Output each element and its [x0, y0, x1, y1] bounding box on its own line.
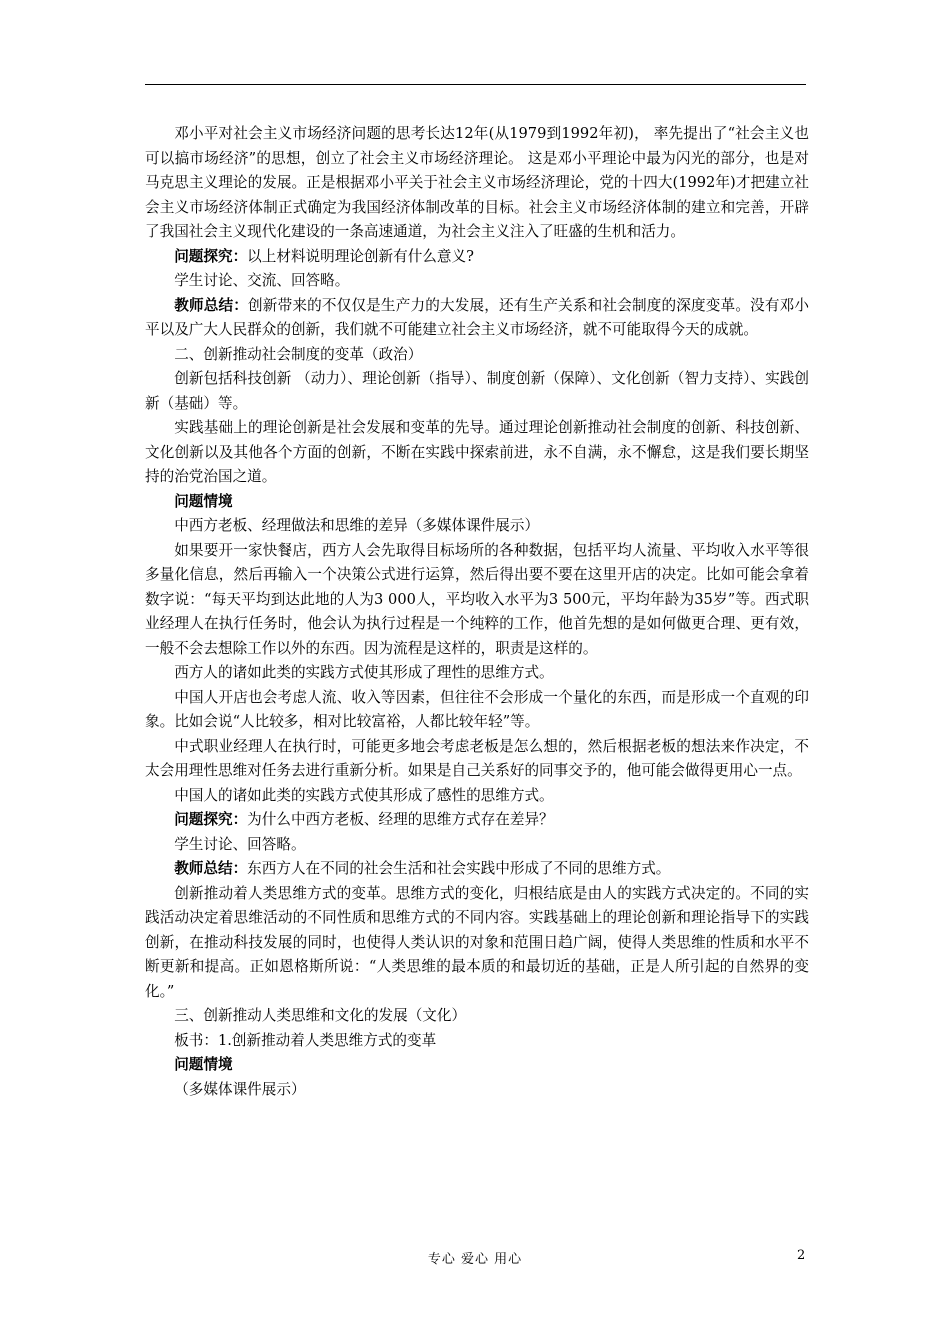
paragraph-text: 学生讨论、回答略。: [174, 835, 306, 853]
paragraph-text: 邓小平对社会主义市场经济问题的思考长达12年(从1979到1992年初)， 率先提出了“社会主义也可以搞市场经济”的思想，创立了社会主义市场经济理论。 这是邓小平理论中最为闪光的部分，也是对马克思主义理论的发展。正是根据邓小平关于社会主义市场经济理论，党的十四大(1992年)才把建立社会主义市场经济体制正式确定为我国经济体制改革的目标。社会主义市场经济体制的建立和完善，开辟了我国社会主义现代化建设的一条高速通道，为社会主义注入了旺盛的生机和活力。: [145, 125, 809, 240]
subheading: [145, 490, 809, 515]
paragraph-label: 教师总结：: [174, 296, 249, 314]
section-heading: [145, 1004, 809, 1029]
paragraph-text: （多媒体课件展示）: [174, 1080, 306, 1098]
paragraph-text: 为什么中西方老板、经理的思维方式存在差异？: [247, 811, 554, 828]
paragraph-text: 创新推动着人类思维方式的变革。思维方式的变化，归根结底是由人的实践方式决定的。不同的实践活动决定着思维活动的不同性质和思维方式的不同内容。实践基础上的理论创新和理论指导下的实践创新，在推动科技发展的同时，也使得人类认识的对象和范围日趋广阔，使得人类思维的性质和水平不断更新和提高。正如恩格斯所说：“人类思维的最本质的和最切近的基础，正是人所引起的自然界的变化。”: [145, 884, 809, 1000]
paragraph-text: 创新带来的不仅仅是生产力的大发展，还有生产关系和社会制度的深度变革。没有邓小平以及广大人民群众的创新，我们就不可能建立社会主义市场经济，就不可能取得今天的成就。: [145, 296, 809, 338]
paragraph-text: 以上材料说明理论创新有什么意义?: [247, 247, 474, 265]
paragraph-label: 问题探究：: [174, 247, 248, 265]
paragraph: [145, 1078, 809, 1103]
footer-slogan: 专心 爱心 用心: [427, 1252, 523, 1267]
paragraph: [145, 808, 809, 833]
paragraph: [145, 245, 809, 270]
paragraph: [145, 416, 809, 490]
body-text: [145, 122, 809, 1102]
paragraph: [145, 686, 809, 735]
paragraph: [145, 122, 809, 245]
paragraph: [145, 1029, 809, 1054]
page-number: 2: [797, 1248, 806, 1263]
paragraph: [145, 367, 809, 416]
paragraph-text: 板书：1.创新推动着人类思维方式的变革: [174, 1031, 437, 1049]
paragraph-label: 问题情境: [174, 492, 233, 510]
paragraph-text: 三、创新推动人类思维和文化的发展（文化）: [174, 1007, 467, 1024]
section-heading: [145, 343, 809, 368]
paragraph-label: 教师总结：: [174, 860, 248, 877]
paragraph-text: 实践基础上的理论创新是社会发展和变革的先导。通过理论创新推动社会制度的创新、科技创新、文化创新以及其他各个方面的创新，不断在实践中探索前进，永不自满，永不懈怠，这是我们要长期坚持的治党治国之道。: [145, 419, 809, 485]
paragraph-text: 中西方老板、经理做法和思维的差异（多媒体课件展示）: [174, 517, 540, 534]
paragraph-label: 问题探究：: [174, 811, 248, 828]
paragraph-text: 中式职业经理人在执行时，可能更多地会考虑老板是怎么想的，然后根据老板的想法来作决定，不太会用理性思维对任务去进行重新分析。如果是自己关系好的同事交予的，他可能会做得更用心一点。: [145, 737, 809, 779]
paragraph-text: 中国人的诸如此类的实践方式使其形成了感性的思维方式。: [174, 786, 554, 804]
paragraph: [145, 514, 809, 539]
paragraph-text: 学生讨论、交流、回答略。: [174, 272, 350, 289]
paragraph: [145, 735, 809, 784]
subheading: [145, 1053, 809, 1078]
paragraph: [145, 294, 809, 343]
paragraph-text: 东西方人在不同的社会生活和社会实践中形成了不同的思维方式。: [247, 860, 671, 877]
paragraph: [145, 661, 809, 686]
paragraph-text: 西方人的诸如此类的实践方式使其形成了理性的思维方式。: [174, 664, 554, 681]
header-rule: [145, 84, 806, 85]
paragraph-text: 如果要开一家快餐店，西方人会先取得目标场所的各种数据，包括平均人流量、平均收入水平等很多量化信息，然后再输入一个决策公式进行运算，然后得出要不要在这里开店的决定。比如可能会拿着数字说：“每天平均到达此地的人为3 000人，平均收入水平为3 500元，平均年龄为35岁”等。西式职业经理人在执行任务时，他会认为执行过程是一个纯粹的工作，他首先想的是如何做更合理、更有效，一般不会去想除工作以外的东西。因为流程是这样的，职责是这样的。: [145, 541, 809, 657]
paragraph: [145, 269, 809, 294]
paragraph: [145, 539, 809, 662]
paragraph: [145, 784, 809, 809]
paragraph-text: 二、创新推动社会制度的变革（政治）: [174, 345, 423, 363]
paragraph: [145, 833, 809, 858]
paragraph-text: 创新包括科技创新 （动力）、理论创新（指导）、制度创新（保障）、文化创新（智力支持）、实践创新（基础）等。: [145, 370, 809, 412]
paragraph-label: 问题情境: [174, 1056, 233, 1073]
paragraph: [145, 857, 809, 882]
paragraph-text: 中国人开店也会考虑人流、收入等因素，但往往不会形成一个量化的东西，而是形成一个直观的印象。比如会说“人比较多，相对比较富裕，人都比较年轻”等。: [145, 688, 809, 730]
paragraph: [145, 882, 809, 1005]
